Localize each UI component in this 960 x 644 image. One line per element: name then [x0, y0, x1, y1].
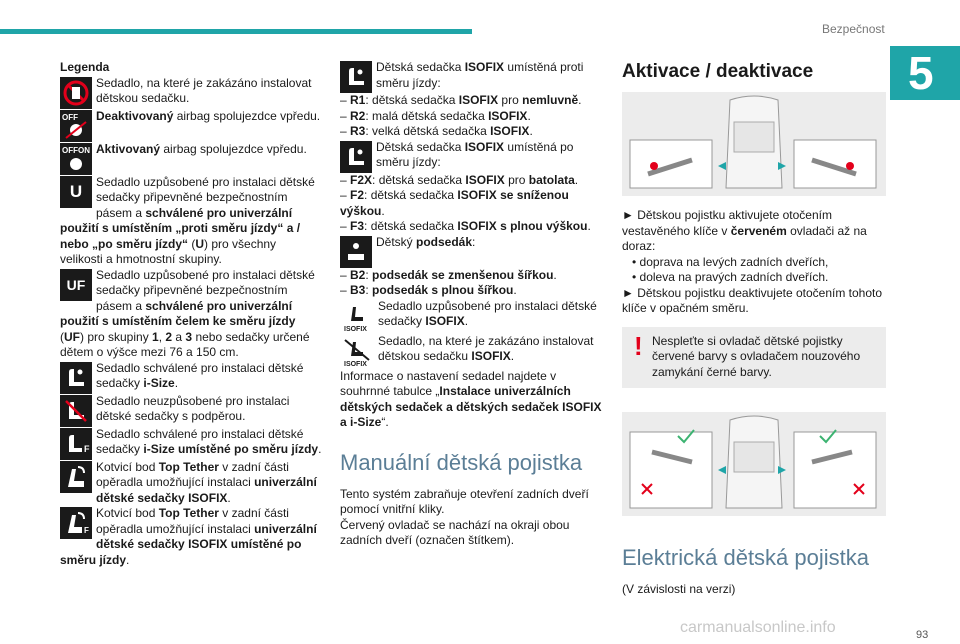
activation-title: Aktivace / deaktivace [622, 61, 814, 82]
booster-seat-icon [340, 236, 372, 268]
isofix-seat-legend: ISOFIX Sedadlo uzpůsobené pro instalaci dětské sedačky ISOFIX. [340, 299, 602, 334]
front-list-item: – F3: dětská sedačka ISOFIX s plnou výškou. [340, 219, 591, 233]
front-list-item: – F2: dětská sedačka ISOFIX se sníženou výškou. [340, 188, 569, 218]
i-size-not-suitable-icon [60, 395, 92, 427]
header-bar [0, 29, 472, 34]
universal-seat-icon: U [60, 176, 92, 208]
legend-item-i-size-not-suitable: Sedadlo neuzpůsobené pro instalaci dětské sedačky s podpěrou. [60, 394, 322, 427]
isofix-rear-facing: Dětská sedačka ISOFIX umístěná proti směru jízdy: [340, 60, 602, 93]
rear-list-item: – R1: dětská sedačka ISOFIX pro nemluvně. [340, 93, 582, 107]
manual-text-1: Tento systém zabraňuje otevření zadních dveří pomocí vnitřní kliky. [340, 486, 589, 516]
isofix-seat-icon [340, 300, 374, 334]
legend-item-i-size-forward: F Sedadlo schválené pro instalaci dětské sedačky i-Size umístěné po směru jízdy. [60, 427, 322, 460]
section-name: Bezpečnost [822, 22, 885, 36]
top-tether-forward-icon [60, 507, 92, 539]
svg-text:OFF: OFF [62, 112, 78, 122]
svg-text:F: F [84, 526, 89, 535]
isofix-forbidden-legend: ISOFIX Sedadlo, na které je zakázáno instalovat dětskou sedačku ISOFIX. [340, 334, 602, 369]
door-lock-activation-illustration [622, 92, 886, 196]
activation-diagram [622, 92, 886, 196]
booster-list-item: – B2: podsedák se zmenšenou šířkou. [340, 267, 557, 282]
top-tether-icon [60, 461, 92, 493]
isofix-forward-facing: Dětská sedačka ISOFIX umístěná po směru jízdy: [340, 140, 602, 173]
svg-text:F: F [84, 443, 90, 454]
legend-item-i-size: Sedadlo schválené pro instalaci dětské sedačky i-Size. [60, 361, 322, 394]
legend-item-airbag-on: OFF ON Aktivovaný airbag spolujezdce vpředu. [60, 142, 322, 175]
bullet-item: • doleva na pravých zadních dveřích. [632, 270, 829, 284]
isofix-forward-icon [340, 141, 372, 173]
rear-list-item: – R2: malá dětská sedačka ISOFIX. [340, 108, 531, 123]
deactivation-diagram [622, 412, 886, 516]
booster-list-item: – B3: podsedák s plnou šířkou. [340, 283, 517, 297]
watermark: carmanualsonline.info [680, 619, 836, 636]
activation-step-1: ► Dětskou pojistku aktivujete otočením vestavěného klíče v červeném ovladači až na doraz: [622, 208, 867, 253]
svg-text:ISOFIX: ISOFIX [344, 325, 367, 333]
svg-text:ISOFIX: ISOFIX [344, 360, 367, 368]
airbag-on-icon [60, 143, 92, 175]
legend-item-no-child-seat: Sedadlo, na které je zakázáno instalovat dětskou sedačku. [60, 76, 322, 109]
electric-subtitle: (V závislosti na verzi) [622, 582, 736, 596]
door-lock-deactivation-illustration [622, 412, 886, 516]
airbag-off-icon [60, 110, 92, 142]
column-legend [60, 60, 322, 568]
column-isofix [340, 60, 602, 549]
legend-item-top-tether: Kotvicí bod Top Tether v zadní části opěradla umožňující instalaci univerzální dětské sedačky ISOFIX. [60, 460, 322, 507]
svg-text:ON: ON [78, 145, 90, 155]
legend-item-universal: U Sedadlo uzpůsobené pro instalaci dětské sedačky připevněné bezpečnostním pásem a schválené pro univerzální použití s umístěním „proti směru jízdy“ a / nebo „po směru jízdy“ (U) pro všechny velikosti a hmotnostní skupiny. [60, 174, 315, 266]
warning-box [622, 327, 886, 389]
activation-step-2: ► Dětskou pojistku deaktivujete otočením tohoto klíče v opačném směru. [622, 285, 883, 315]
legend-title: Legenda [60, 60, 110, 74]
manual-child-lock-title: Manuální dětská pojistka [340, 449, 583, 475]
isofix-forbidden-icon [340, 335, 374, 369]
info-text: Informace o nastavení sedadel najdete v souhrnné tabulce „Instalace univerzálních dětských sedaček a dětských sedaček ISOFIX a i-Size“. [340, 368, 602, 429]
manual-text-2: Červený ovladač se nachází na okraji obou zadních dveří (označen štítkem). [340, 517, 570, 547]
legend-item-universal-forward: UF Sedadlo uzpůsobené pro instalaci dětské sedačky připevněné bezpečnostním pásem a schválené pro univerzální použití s umístěním čelem ke směru jízdy (UF) pro skupiny 1, 2 a 3 nebo sedačky určené dětem o výšce mezi 76 a 150 cm. [60, 267, 315, 359]
electric-child-lock-title: Elektrická dětská pojistka [622, 545, 869, 570]
i-size-forward-icon [60, 428, 92, 460]
booster-seat: Dětský podsedák: [340, 235, 602, 268]
legend-item-top-tether-forward: F Kotvicí bod Top Tether v zadní části opěradla umožňující instalaci univerzální dětské sedačky ISOFIX umístěné po směru jízdy. [60, 506, 317, 567]
rear-list-item: – R3: velká dětská sedačka ISOFIX. [340, 124, 533, 138]
chapter-number: 5 [890, 46, 960, 100]
i-size-icon [60, 362, 92, 394]
bullet-item: • doprava na levých zadních dveřích, [632, 254, 829, 269]
legend-item-airbag-off: OFF Deaktivovaný airbag spolujezdce vpředu. [60, 109, 322, 142]
front-list-item: – F2X: dětská sedačka ISOFIX pro batolata. [340, 172, 579, 187]
universal-forward-seat-icon: UF [60, 269, 92, 301]
no-child-seat-icon [60, 77, 92, 109]
warning-icon: ! [634, 330, 643, 361]
warning-text: Nespleťte si ovladač dětské pojistky červené barvy s ovladačem nouzového zamykání černé barvy. [652, 333, 861, 379]
column-activation [622, 60, 886, 598]
svg-text:OFF: OFF [62, 145, 78, 155]
isofix-rear-icon [340, 61, 372, 93]
page-number: 93 [916, 629, 929, 641]
